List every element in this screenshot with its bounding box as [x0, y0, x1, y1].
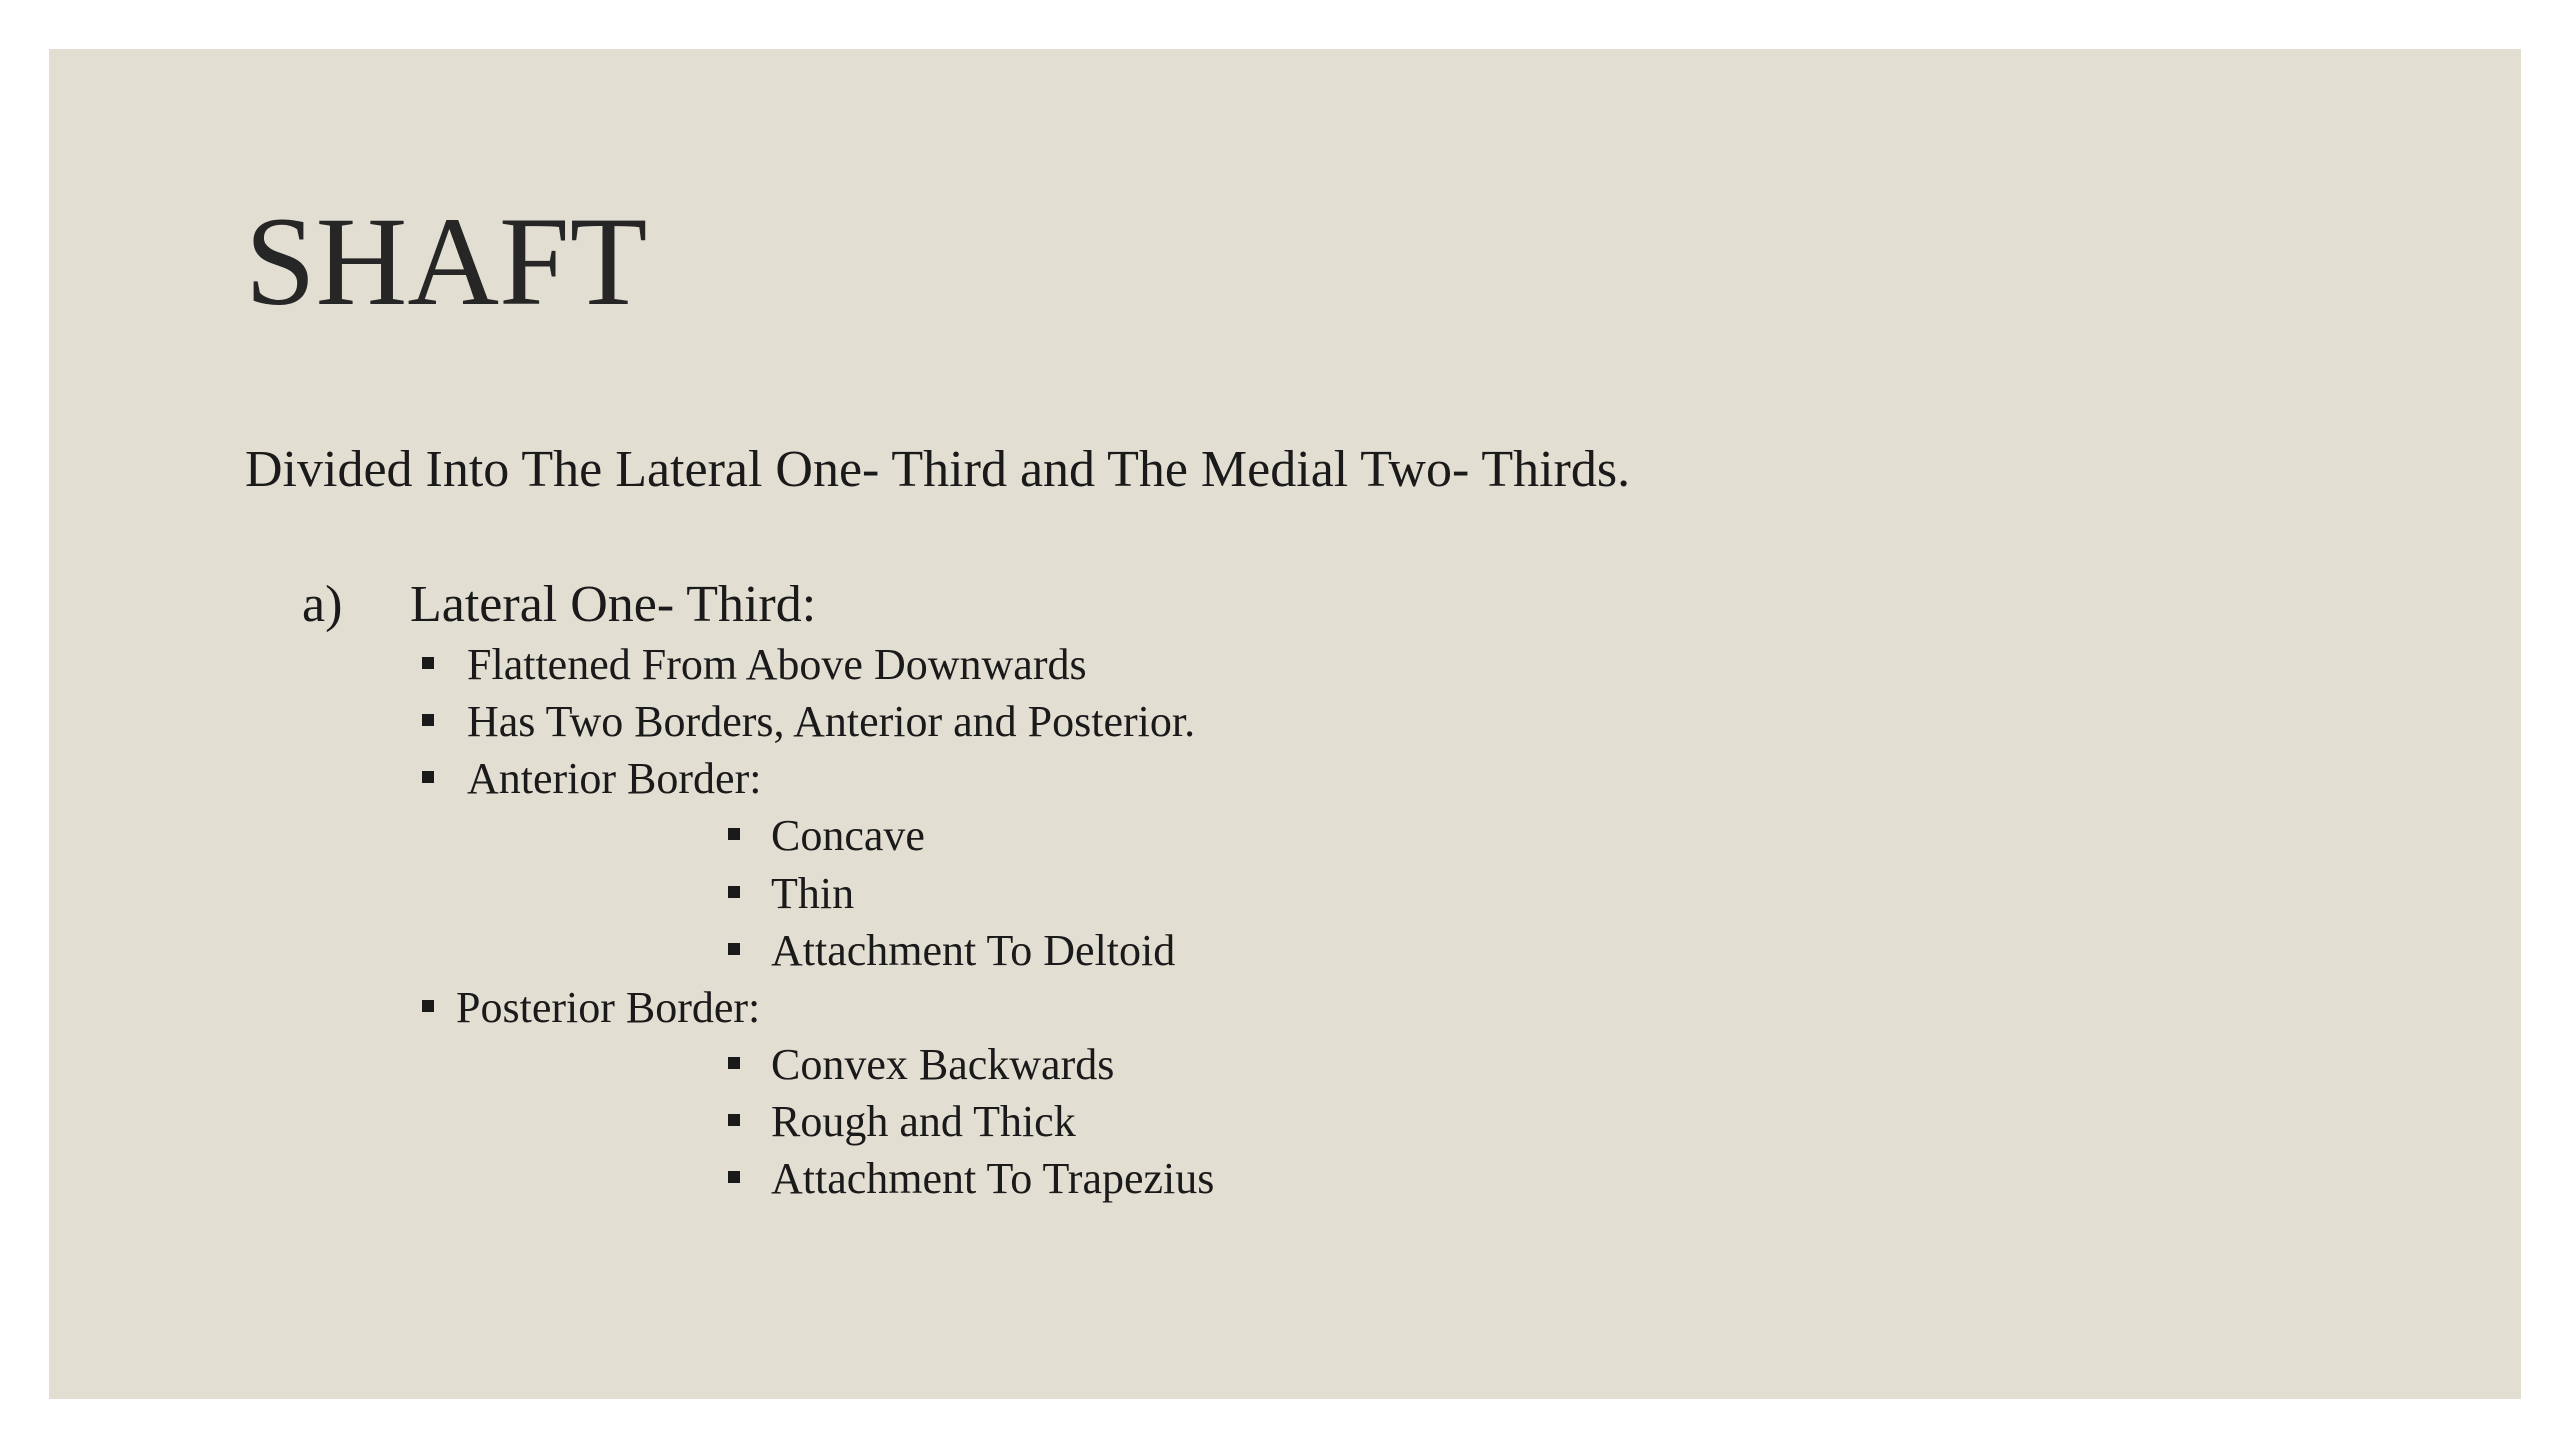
- bullet-square-icon: [422, 771, 434, 783]
- intro-text: Divided Into The Lateral One- Third and The Medial Two- Thirds.: [245, 441, 1631, 498]
- bullet-square-icon: [728, 1114, 740, 1126]
- list-item: Anterior Border:: [467, 754, 762, 803]
- list-item: Concave: [771, 811, 925, 860]
- list-item: Posterior Border:: [456, 983, 761, 1032]
- list-item: Rough and Thick: [771, 1097, 1076, 1146]
- list-item: Has Two Borders, Anterior and Posterior.: [467, 697, 1196, 746]
- bullet-square-icon: [728, 943, 740, 955]
- list-marker-a: a): [302, 576, 343, 633]
- list-item: Flattened From Above Downwards: [467, 640, 1087, 689]
- list-item: Attachment To Trapezius: [771, 1154, 1215, 1203]
- bullet-square-icon: [728, 1171, 740, 1183]
- bullet-square-icon: [728, 828, 740, 840]
- slide-title: SHAFT: [245, 192, 648, 332]
- list-item: Thin: [771, 869, 855, 918]
- list-item: Attachment To Deltoid: [771, 926, 1176, 975]
- section-heading: Lateral One- Third:: [410, 576, 817, 633]
- bullet-square-icon: [422, 1000, 434, 1012]
- bullet-square-icon: [728, 886, 740, 898]
- bullet-square-icon: [422, 714, 434, 726]
- list-item: Convex Backwards: [771, 1040, 1115, 1089]
- bullet-square-icon: [422, 657, 434, 669]
- slide: [49, 49, 2521, 1399]
- bullet-square-icon: [728, 1057, 740, 1069]
